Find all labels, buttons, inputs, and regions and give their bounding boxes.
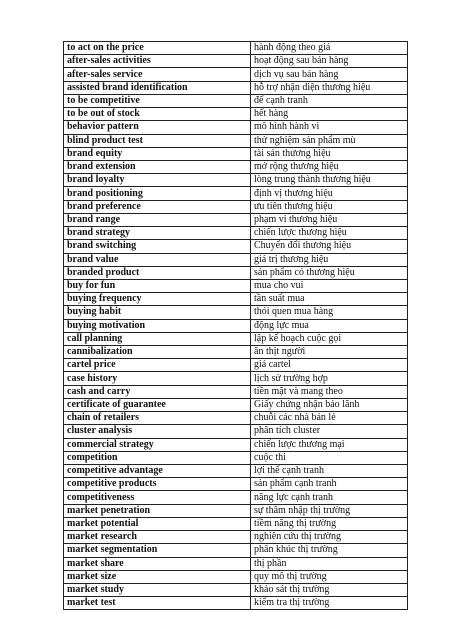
glossary-row bbox=[64, 200, 408, 213]
glossary-row bbox=[64, 306, 408, 319]
vietnamese-meaning: tài sản thương hiệu bbox=[251, 147, 408, 160]
english-term: branded product bbox=[64, 266, 251, 279]
english-term: to act on the price bbox=[64, 42, 251, 55]
glossary-row bbox=[64, 491, 408, 504]
glossary-row bbox=[64, 55, 408, 68]
glossary-row bbox=[64, 94, 408, 107]
glossary-row bbox=[64, 346, 408, 359]
english-term: buying frequency bbox=[64, 293, 251, 306]
vietnamese-meaning: khảo sát thị trường bbox=[251, 583, 408, 596]
vietnamese-meaning: thử nghiệm sản phẩm mù bbox=[251, 134, 408, 147]
glossary-row bbox=[64, 213, 408, 226]
glossary-row bbox=[64, 557, 408, 570]
english-term: market segmentation bbox=[64, 544, 251, 557]
english-term: brand extension bbox=[64, 160, 251, 173]
english-term: buying habit bbox=[64, 306, 251, 319]
vietnamese-meaning: dịch vụ sau bán hàng bbox=[251, 68, 408, 81]
vietnamese-meaning: lập kế hoạch cuộc gọi bbox=[251, 332, 408, 345]
glossary-row bbox=[64, 293, 408, 306]
vietnamese-meaning: sản phẩm cạnh tranh bbox=[251, 478, 408, 491]
vietnamese-meaning: hành động theo giá bbox=[251, 42, 408, 55]
glossary-row bbox=[64, 319, 408, 332]
glossary-row bbox=[64, 266, 408, 279]
vietnamese-meaning: tiền mặt và mang theo bbox=[251, 385, 408, 398]
english-term: market share bbox=[64, 557, 251, 570]
vietnamese-meaning: mô hình hành vi bbox=[251, 121, 408, 134]
glossary-row bbox=[64, 160, 408, 173]
english-term: competitiveness bbox=[64, 491, 251, 504]
english-term: market penetration bbox=[64, 504, 251, 517]
english-term: after-sales service bbox=[64, 68, 251, 81]
glossary-row bbox=[64, 253, 408, 266]
glossary-row bbox=[64, 544, 408, 557]
glossary-row bbox=[64, 121, 408, 134]
english-term: market potential bbox=[64, 517, 251, 530]
vietnamese-meaning: cuộc thi bbox=[251, 451, 408, 464]
vietnamese-meaning: ăn thịt người bbox=[251, 346, 408, 359]
english-term: cannibalization bbox=[64, 346, 251, 359]
vietnamese-meaning: lịch sử trường hợp bbox=[251, 372, 408, 385]
vietnamese-meaning: chiến lược thương mại bbox=[251, 438, 408, 451]
english-term: buying motivation bbox=[64, 319, 251, 332]
vietnamese-meaning: mở rộng thương hiệu bbox=[251, 160, 408, 173]
english-term: after-sales activities bbox=[64, 55, 251, 68]
glossary-row bbox=[64, 134, 408, 147]
english-term: to be out of stock bbox=[64, 108, 251, 121]
english-term: brand loyalty bbox=[64, 174, 251, 187]
vietnamese-meaning: chuỗi các nhà bán lẻ bbox=[251, 412, 408, 425]
vietnamese-meaning: định vị thương hiệu bbox=[251, 187, 408, 200]
vietnamese-meaning: phân tích cluster bbox=[251, 425, 408, 438]
glossary-row bbox=[64, 425, 408, 438]
vietnamese-meaning: động lực mua bbox=[251, 319, 408, 332]
glossary-row bbox=[64, 240, 408, 253]
vietnamese-meaning: chiến lược thương hiệu bbox=[251, 227, 408, 240]
vietnamese-meaning: tiềm năng thị trường bbox=[251, 517, 408, 530]
glossary-body bbox=[64, 42, 408, 610]
glossary-row bbox=[64, 147, 408, 160]
english-term: brand value bbox=[64, 253, 251, 266]
vietnamese-meaning: giá trị thương hiệu bbox=[251, 253, 408, 266]
english-term: brand preference bbox=[64, 200, 251, 213]
english-term: to be competitive bbox=[64, 94, 251, 107]
glossary-row bbox=[64, 517, 408, 530]
vietnamese-meaning: ưu tiên thương hiệu bbox=[251, 200, 408, 213]
vietnamese-meaning: hết hàng bbox=[251, 108, 408, 121]
glossary-row bbox=[64, 531, 408, 544]
english-term: blind product test bbox=[64, 134, 251, 147]
glossary-row bbox=[64, 597, 408, 610]
glossary-row bbox=[64, 398, 408, 411]
english-term: buy for fun bbox=[64, 279, 251, 292]
vietnamese-meaning: hỗ trợ nhận diện thương hiệu bbox=[251, 81, 408, 94]
vietnamese-meaning: để cạnh tranh bbox=[251, 94, 408, 107]
glossary-row bbox=[64, 570, 408, 583]
glossary-row bbox=[64, 187, 408, 200]
vietnamese-meaning: tần suất mua bbox=[251, 293, 408, 306]
vietnamese-meaning: lòng trung thành thương hiệu bbox=[251, 174, 408, 187]
glossary-row bbox=[64, 174, 408, 187]
glossary-row bbox=[64, 332, 408, 345]
glossary-row bbox=[64, 478, 408, 491]
glossary-row bbox=[64, 108, 408, 121]
vietnamese-meaning: hoạt động sau bán hàng bbox=[251, 55, 408, 68]
glossary-row bbox=[64, 227, 408, 240]
english-term: brand equity bbox=[64, 147, 251, 160]
glossary-row bbox=[64, 68, 408, 81]
glossary-row bbox=[64, 583, 408, 596]
english-term: competitive advantage bbox=[64, 465, 251, 478]
vietnamese-meaning: nghiên cứu thị trường bbox=[251, 531, 408, 544]
vietnamese-meaning: mua cho vui bbox=[251, 279, 408, 292]
vietnamese-meaning: quy mô thị trường bbox=[251, 570, 408, 583]
glossary-row bbox=[64, 438, 408, 451]
english-term: competitive products bbox=[64, 478, 251, 491]
glossary-row bbox=[64, 385, 408, 398]
vietnamese-meaning: kiểm tra thị trường bbox=[251, 597, 408, 610]
vietnamese-meaning: Chuyển đổi thương hiệu bbox=[251, 240, 408, 253]
english-term: brand range bbox=[64, 213, 251, 226]
english-term: certificate of guarantee bbox=[64, 398, 251, 411]
english-term: cash and carry bbox=[64, 385, 251, 398]
vietnamese-meaning: sản phẩm có thương hiệu bbox=[251, 266, 408, 279]
english-term: brand positioning bbox=[64, 187, 251, 200]
glossary-row bbox=[64, 465, 408, 478]
glossary-row bbox=[64, 372, 408, 385]
english-term: brand switching bbox=[64, 240, 251, 253]
english-term: market size bbox=[64, 570, 251, 583]
english-term: brand strategy bbox=[64, 227, 251, 240]
english-term: call planning bbox=[64, 332, 251, 345]
glossary-row bbox=[64, 412, 408, 425]
vietnamese-meaning: giá cartel bbox=[251, 359, 408, 372]
glossary-row bbox=[64, 504, 408, 517]
vietnamese-meaning: Giấy chứng nhận bảo lãnh bbox=[251, 398, 408, 411]
glossary-row bbox=[64, 81, 408, 94]
english-term: commercial strategy bbox=[64, 438, 251, 451]
english-term: market study bbox=[64, 583, 251, 596]
vietnamese-meaning: phân khúc thị trường bbox=[251, 544, 408, 557]
glossary-row bbox=[64, 42, 408, 55]
glossary-row bbox=[64, 359, 408, 372]
vietnamese-meaning: phạm vi thương hiệu bbox=[251, 213, 408, 226]
vietnamese-meaning: sự thâm nhập thị trường bbox=[251, 504, 408, 517]
vietnamese-meaning: thị phần bbox=[251, 557, 408, 570]
english-term: cartel price bbox=[64, 359, 251, 372]
english-term: cluster analysis bbox=[64, 425, 251, 438]
english-term: case history bbox=[64, 372, 251, 385]
english-term: behavior pattern bbox=[64, 121, 251, 134]
english-term: competition bbox=[64, 451, 251, 464]
vietnamese-meaning: lợi thế cạnh tranh bbox=[251, 465, 408, 478]
glossary-row bbox=[64, 451, 408, 464]
vietnamese-meaning: năng lực cạnh tranh bbox=[251, 491, 408, 504]
english-term: chain of retailers bbox=[64, 412, 251, 425]
english-term: market test bbox=[64, 597, 251, 610]
english-term: market research bbox=[64, 531, 251, 544]
vietnamese-meaning: thói quen mua hàng bbox=[251, 306, 408, 319]
english-term: assisted brand identification bbox=[64, 81, 251, 94]
glossary-table bbox=[63, 41, 408, 610]
glossary-row bbox=[64, 279, 408, 292]
